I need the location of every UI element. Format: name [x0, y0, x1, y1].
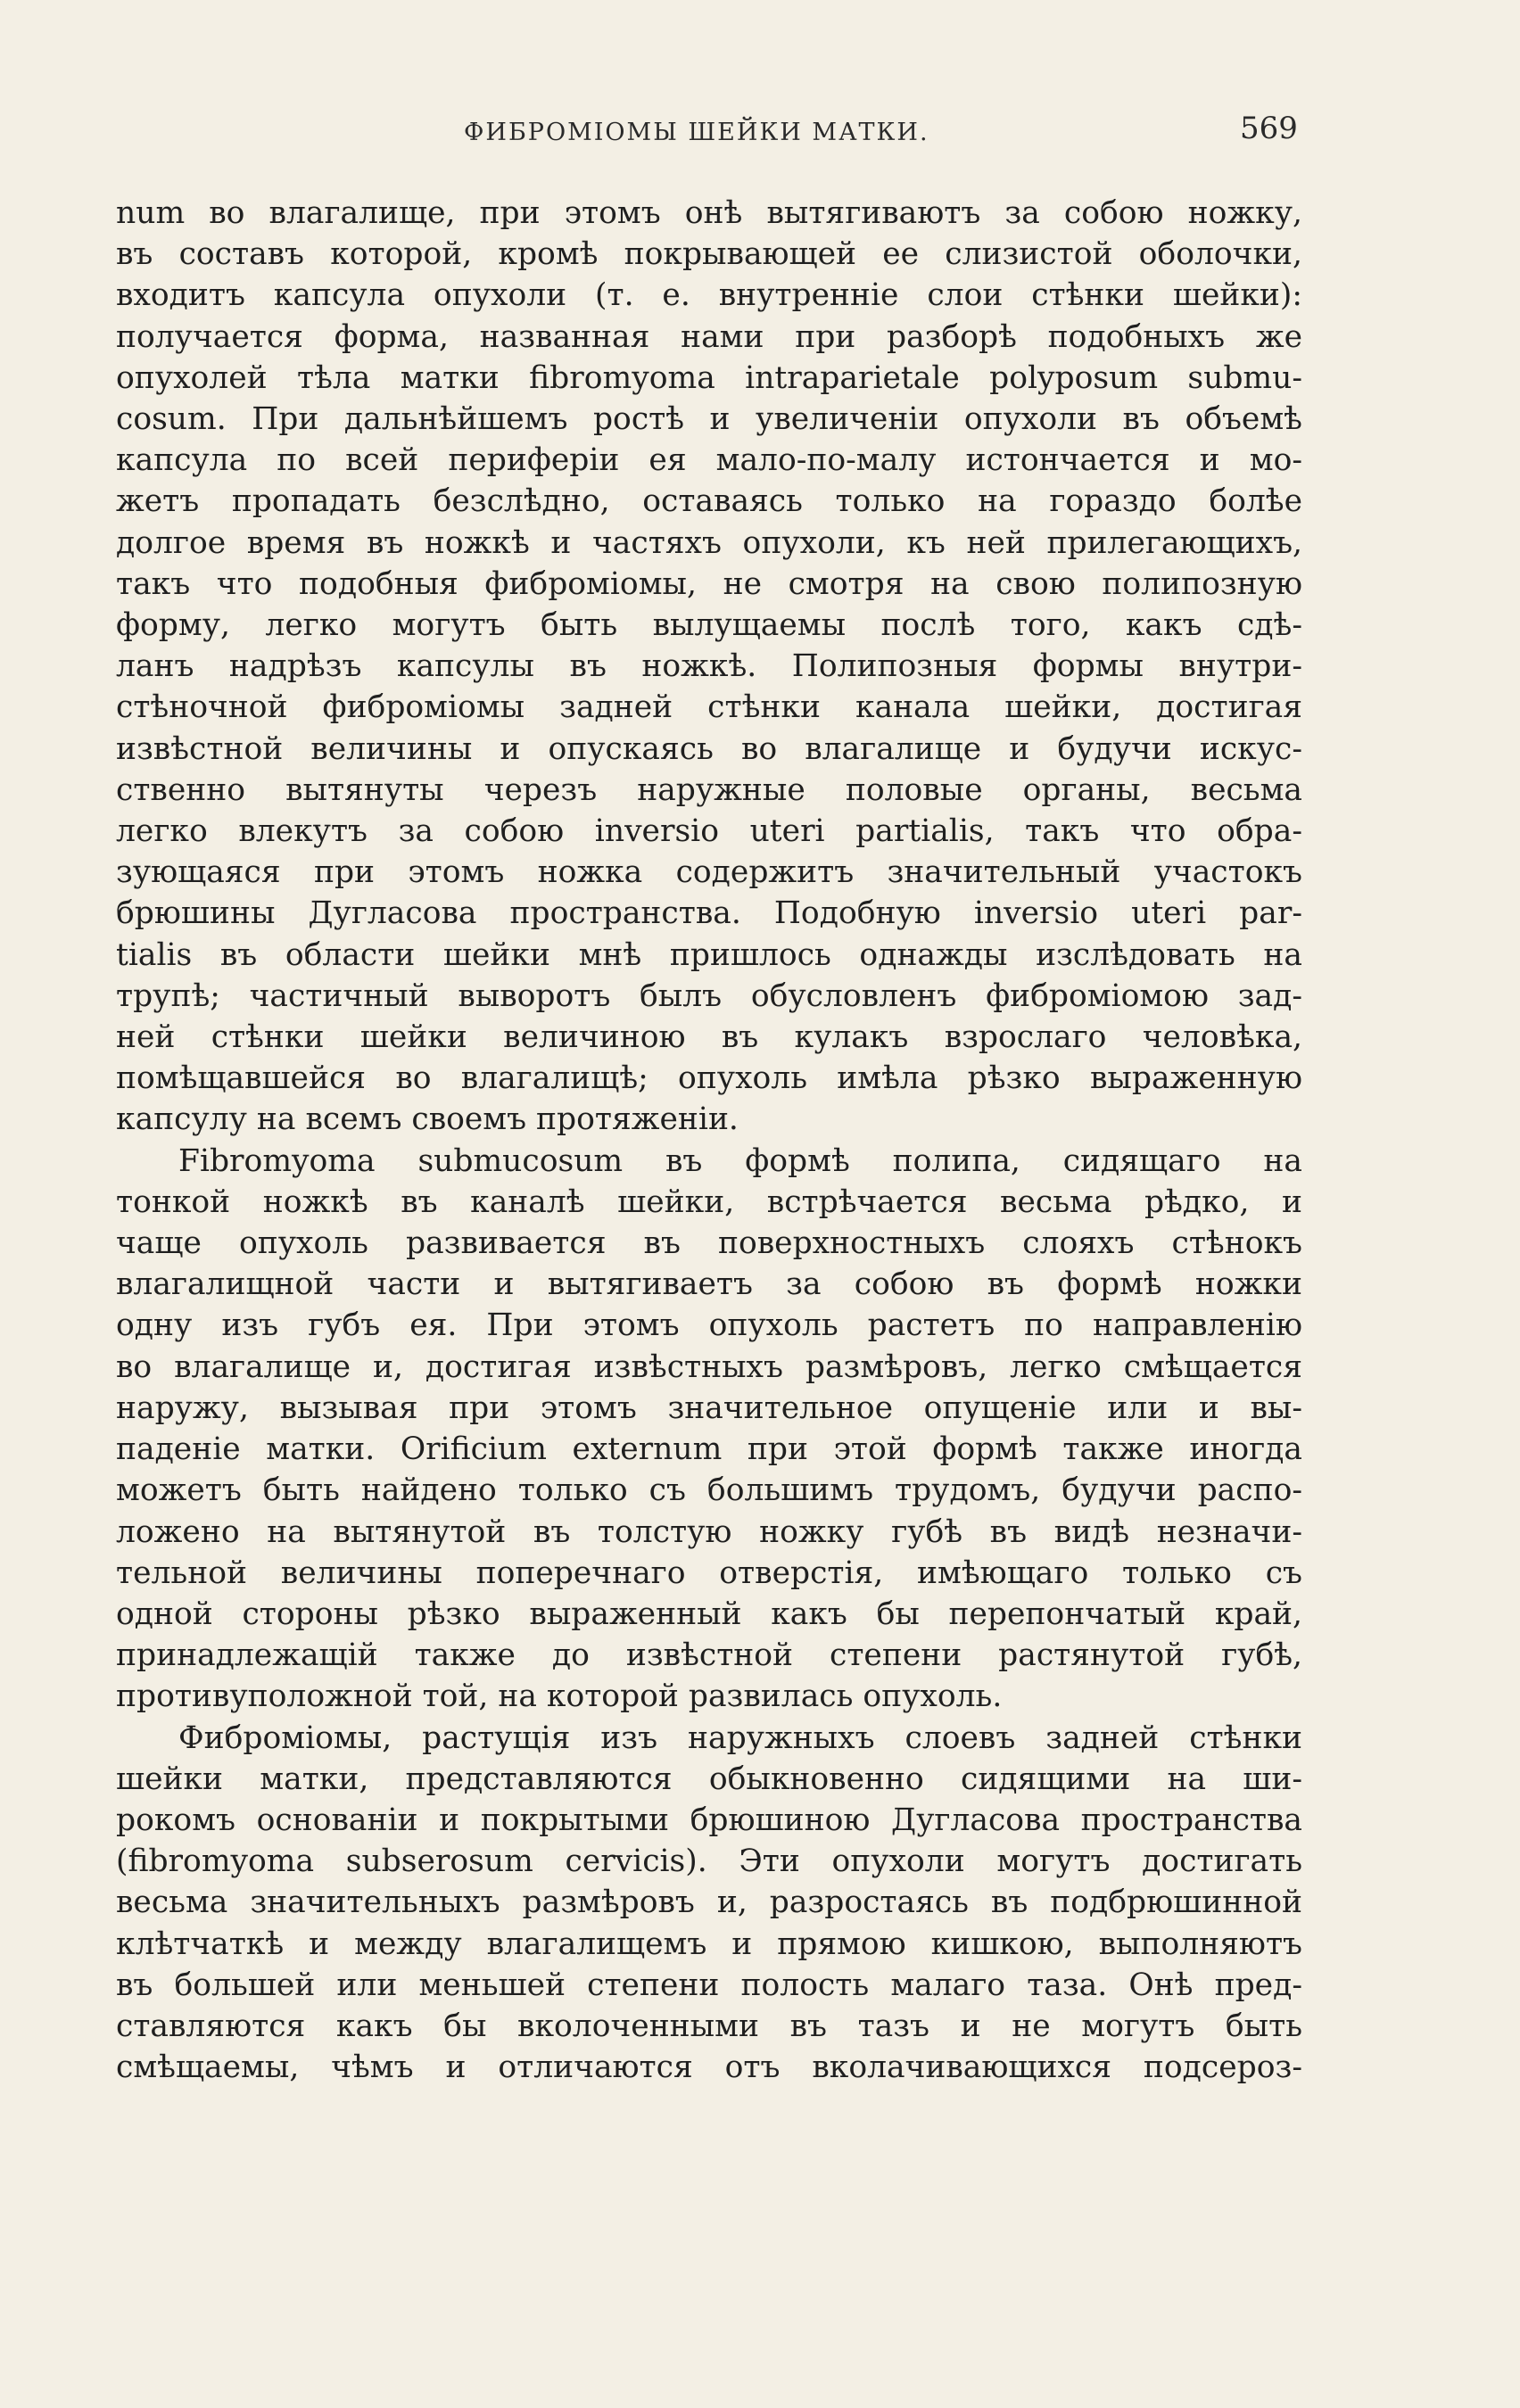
- text-line: во влагалище и, достигая извѣстныхъ размѣровъ, легко смѣщается: [116, 1348, 1302, 1385]
- text-line: брюшины Дугласова пространства. Подобную inversio uteri par-: [116, 895, 1302, 932]
- text-line: принадлежащій также до извѣстной степени растянутой губѣ,: [116, 1637, 1302, 1674]
- text-line: влагалищной части и вытягиваетъ за собою въ формѣ ножки: [116, 1266, 1302, 1303]
- text-line: cosum. При дальнѣйшемъ ростѣ и увеличеніи опухоли въ объемѣ: [116, 401, 1302, 438]
- text-line: въ составъ которой, кромѣ покрывающей ее слизистой оболочки,: [116, 236, 1302, 273]
- text-line: жетъ пропадать безслѣдно, оставаясь только на гораздо болѣе: [116, 483, 1302, 520]
- text-line: можетъ быть найдено только съ большимъ трудомъ, будучи распо-: [116, 1472, 1302, 1509]
- page-number: 569: [1240, 111, 1298, 146]
- text-line: долгое время въ ножкѣ и частяхъ опухоли, къ ней прилегающихъ,: [116, 524, 1302, 561]
- running-title: ФИБРОМІОМЫ ШЕЙКИ МАТКИ.: [464, 119, 929, 146]
- text-line: одну изъ губъ ея. При этомъ опухоль растетъ по направленію: [116, 1307, 1302, 1344]
- text-line: (fibromyoma subserosum cervicis). Эти опухоли могутъ достигать: [116, 1843, 1302, 1880]
- text-line: входитъ капсула опухоли (т. е. внутренніе слои стѣнки шейки):: [116, 277, 1302, 314]
- text-line: капсулу на всемъ своемъ протяженіи.: [116, 1101, 739, 1138]
- text-line: противуположной той, на которой развилась опухоль.: [116, 1678, 1003, 1715]
- text-line: помѣщавшейся во влагалищѣ; опухоль имѣла рѣзко выраженную: [116, 1060, 1302, 1097]
- text-line: въ большей или меньшей степени полость малаго таза. Онѣ пред-: [116, 1967, 1302, 2003]
- text-line: tialis въ области шейки мнѣ пришлось однажды изслѣдовать на: [116, 936, 1302, 973]
- text-line: получается форма, названная нами при разборѣ подобныхъ же: [116, 318, 1302, 355]
- text-line: клѣтчаткѣ и между влагалищемъ и прямою кишкою, выполняютъ: [116, 1926, 1302, 1962]
- text-line: ней стѣнки шейки величиною въ кулакъ взрослаго человѣка,: [116, 1019, 1302, 1056]
- text-line: num во влагалище, при этомъ онѣ вытягиваютъ за собою ножку,: [116, 195, 1302, 231]
- text-line: чаще опухоль развивается въ поверхностныхъ слояхъ стѣнокъ: [116, 1225, 1302, 1262]
- text-line: наружу, вызывая при этомъ значительное опущеніе или и вы-: [116, 1390, 1302, 1426]
- text-line: капсула по всей периферіи ея мало-по-малу истончается и мо-: [116, 442, 1302, 479]
- text-line: легко влекутъ за собою inversio uteri partialis, такъ что обра-: [116, 813, 1302, 850]
- text-line: смѣщаемы, чѣмъ и отличаются отъ вколачивающихся подсероз-: [116, 2049, 1302, 2086]
- text-line: шейки матки, представляются обыкновенно сидящими на ши-: [116, 1761, 1302, 1797]
- text-line: тельной величины поперечнаго отверстія, имѣющаго только съ: [116, 1554, 1302, 1591]
- text-line: форму, легко могутъ быть вылущаемы послѣ того, какъ сдѣ-: [116, 607, 1302, 644]
- text-line: одной стороны рѣзко выраженный какъ бы перепончатый край,: [116, 1596, 1302, 1632]
- text-line: ланъ надрѣзъ капсулы въ ножкѣ. Полипозныя формы внутри-: [116, 648, 1302, 685]
- text-line: ложено на вытянутой въ толстую ножку губѣ въ видѣ незначи-: [116, 1513, 1302, 1550]
- text-line: опухолей тѣла матки fibromyoma intraparietale polyposum submu-: [116, 359, 1302, 396]
- text-line: трупѣ; частичный выворотъ былъ обусловленъ фиброміомою зад-: [116, 977, 1302, 1014]
- text-line: рокомъ основаніи и покрытыми брюшиною Дугласова пространства: [116, 1802, 1302, 1838]
- text-line: Fibromyoma submucosum въ формѣ полипа, сидящаго на: [178, 1142, 1302, 1179]
- text-line: тонкой ножкѣ въ каналѣ шейки, встрѣчается весьма рѣдко, и: [116, 1183, 1302, 1220]
- body-text: [116, 193, 1302, 2088]
- text-line: зующаяся при этомъ ножка содержитъ значительный участокъ: [116, 854, 1302, 891]
- text-line: извѣстной величины и опускаясь во влагалище и будучи искус-: [116, 730, 1302, 767]
- text-line: Фиброміомы, растущія изъ наружныхъ слоевъ задней стѣнки: [178, 1719, 1302, 1756]
- text-line: паденіе матки. Orificium externum при этой формѣ также иногда: [116, 1431, 1302, 1468]
- text-line: ственно вытянуты черезъ наружные половые органы, весьма: [116, 771, 1302, 808]
- text-line: стѣночной фиброміомы задней стѣнки канала шейки, достигая: [116, 689, 1302, 726]
- text-line: такъ что подобныя фиброміомы, не смотря на свою полипозную: [116, 565, 1302, 602]
- text-line: весьма значительныхъ размѣровъ и, разростаясь въ подбрюшинной: [116, 1884, 1302, 1921]
- text-line: ставляются какъ бы вколоченными въ тазъ и не могутъ быть: [116, 2008, 1302, 2044]
